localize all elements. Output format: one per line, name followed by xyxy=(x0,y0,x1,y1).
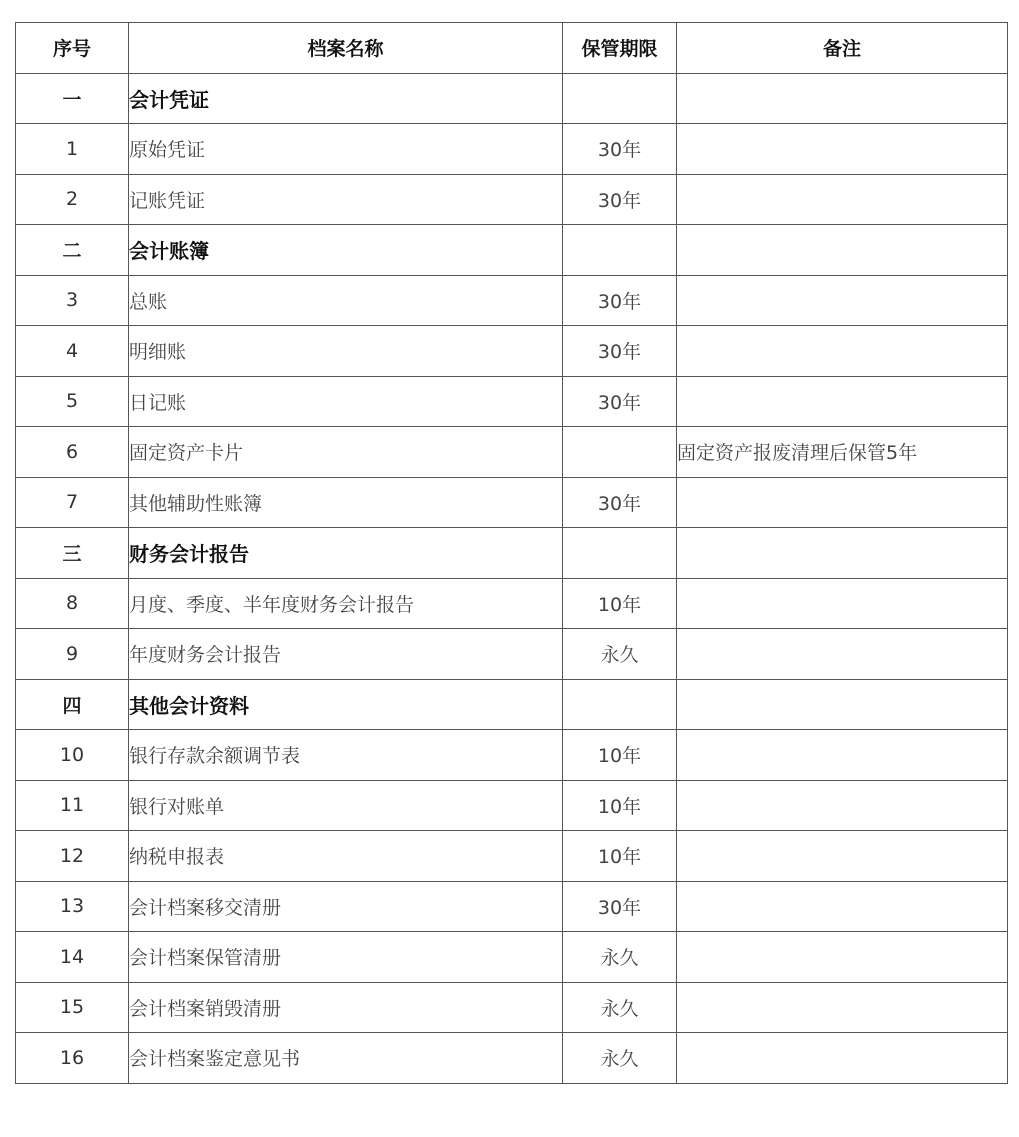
table-row xyxy=(16,275,1008,326)
retention-period: 30年 xyxy=(563,174,677,225)
remark xyxy=(677,932,1008,983)
remark: 固定资产报废清理后保管5年 xyxy=(677,427,1008,478)
retention-period: 10年 xyxy=(563,831,677,882)
row-number: 一 xyxy=(16,73,129,124)
archive-retention-table xyxy=(15,22,1008,1084)
row-number: 13 xyxy=(16,881,129,932)
remark xyxy=(677,376,1008,427)
table-row xyxy=(16,376,1008,427)
archive-name: 明细账 xyxy=(129,326,563,377)
archive-name: 会计凭证 xyxy=(129,73,563,124)
remark xyxy=(677,831,1008,882)
section-row xyxy=(16,679,1008,730)
retention-period: 10年 xyxy=(563,780,677,831)
retention-period: 10年 xyxy=(563,730,677,781)
table-row xyxy=(16,982,1008,1033)
retention-period: 30年 xyxy=(563,477,677,528)
archive-name: 原始凭证 xyxy=(129,124,563,175)
row-number: 10 xyxy=(16,730,129,781)
table-header-row xyxy=(16,23,1008,74)
row-number: 15 xyxy=(16,982,129,1033)
archive-name: 会计账簿 xyxy=(129,225,563,276)
table-row xyxy=(16,578,1008,629)
section-row xyxy=(16,225,1008,276)
remark xyxy=(677,528,1008,579)
retention-period xyxy=(563,528,677,579)
remark xyxy=(677,174,1008,225)
archive-name: 年度财务会计报告 xyxy=(129,629,563,680)
archive-name: 总账 xyxy=(129,275,563,326)
retention-period: 永久 xyxy=(563,982,677,1033)
row-number: 二 xyxy=(16,225,129,276)
retention-period xyxy=(563,225,677,276)
row-number: 三 xyxy=(16,528,129,579)
row-number: 四 xyxy=(16,679,129,730)
archive-name: 其他辅助性账簿 xyxy=(129,477,563,528)
retention-period: 10年 xyxy=(563,578,677,629)
row-number: 1 xyxy=(16,124,129,175)
retention-period: 永久 xyxy=(563,1033,677,1084)
table-row xyxy=(16,629,1008,680)
archive-name: 会计档案移交清册 xyxy=(129,881,563,932)
retention-period xyxy=(563,679,677,730)
row-number: 12 xyxy=(16,831,129,882)
table-row xyxy=(16,881,1008,932)
archive-name: 银行对账单 xyxy=(129,780,563,831)
retention-period: 30年 xyxy=(563,124,677,175)
archive-name: 日记账 xyxy=(129,376,563,427)
retention-period: 30年 xyxy=(563,275,677,326)
archive-name: 银行存款余额调节表 xyxy=(129,730,563,781)
archive-name: 记账凭证 xyxy=(129,174,563,225)
table-row xyxy=(16,124,1008,175)
table-row xyxy=(16,174,1008,225)
table-row xyxy=(16,831,1008,882)
retention-period: 30年 xyxy=(563,881,677,932)
header-no: 序号 xyxy=(16,23,129,74)
row-number: 11 xyxy=(16,780,129,831)
remark xyxy=(677,881,1008,932)
retention-period: 永久 xyxy=(563,932,677,983)
row-number: 7 xyxy=(16,477,129,528)
remark xyxy=(677,326,1008,377)
table-row xyxy=(16,1033,1008,1084)
table-row xyxy=(16,730,1008,781)
remark xyxy=(677,679,1008,730)
archive-name: 月度、季度、半年度财务会计报告 xyxy=(129,578,563,629)
table-row xyxy=(16,326,1008,377)
header-period: 保管期限 xyxy=(563,23,677,74)
table-row xyxy=(16,932,1008,983)
table-row xyxy=(16,780,1008,831)
archive-name: 纳税申报表 xyxy=(129,831,563,882)
archive-name: 财务会计报告 xyxy=(129,528,563,579)
remark xyxy=(677,225,1008,276)
remark xyxy=(677,73,1008,124)
row-number: 8 xyxy=(16,578,129,629)
remark xyxy=(677,1033,1008,1084)
remark xyxy=(677,780,1008,831)
row-number: 6 xyxy=(16,427,129,478)
header-remark: 备注 xyxy=(677,23,1008,74)
remark xyxy=(677,629,1008,680)
header-name: 档案名称 xyxy=(129,23,563,74)
row-number: 3 xyxy=(16,275,129,326)
retention-period xyxy=(563,73,677,124)
retention-period: 永久 xyxy=(563,629,677,680)
row-number: 16 xyxy=(16,1033,129,1084)
archive-name: 会计档案销毁清册 xyxy=(129,982,563,1033)
remark xyxy=(677,578,1008,629)
archive-name: 会计档案保管清册 xyxy=(129,932,563,983)
section-row xyxy=(16,73,1008,124)
section-row xyxy=(16,528,1008,579)
remark xyxy=(677,275,1008,326)
retention-period: 30年 xyxy=(563,376,677,427)
row-number: 9 xyxy=(16,629,129,680)
row-number: 14 xyxy=(16,932,129,983)
remark xyxy=(677,124,1008,175)
table-row xyxy=(16,477,1008,528)
remark xyxy=(677,730,1008,781)
archive-name: 固定资产卡片 xyxy=(129,427,563,478)
row-number: 5 xyxy=(16,376,129,427)
remark xyxy=(677,477,1008,528)
retention-period xyxy=(563,427,677,478)
archive-name: 会计档案鉴定意见书 xyxy=(129,1033,563,1084)
table-row xyxy=(16,427,1008,478)
archive-name: 其他会计资料 xyxy=(129,679,563,730)
row-number: 4 xyxy=(16,326,129,377)
row-number: 2 xyxy=(16,174,129,225)
remark xyxy=(677,982,1008,1033)
retention-period: 30年 xyxy=(563,326,677,377)
